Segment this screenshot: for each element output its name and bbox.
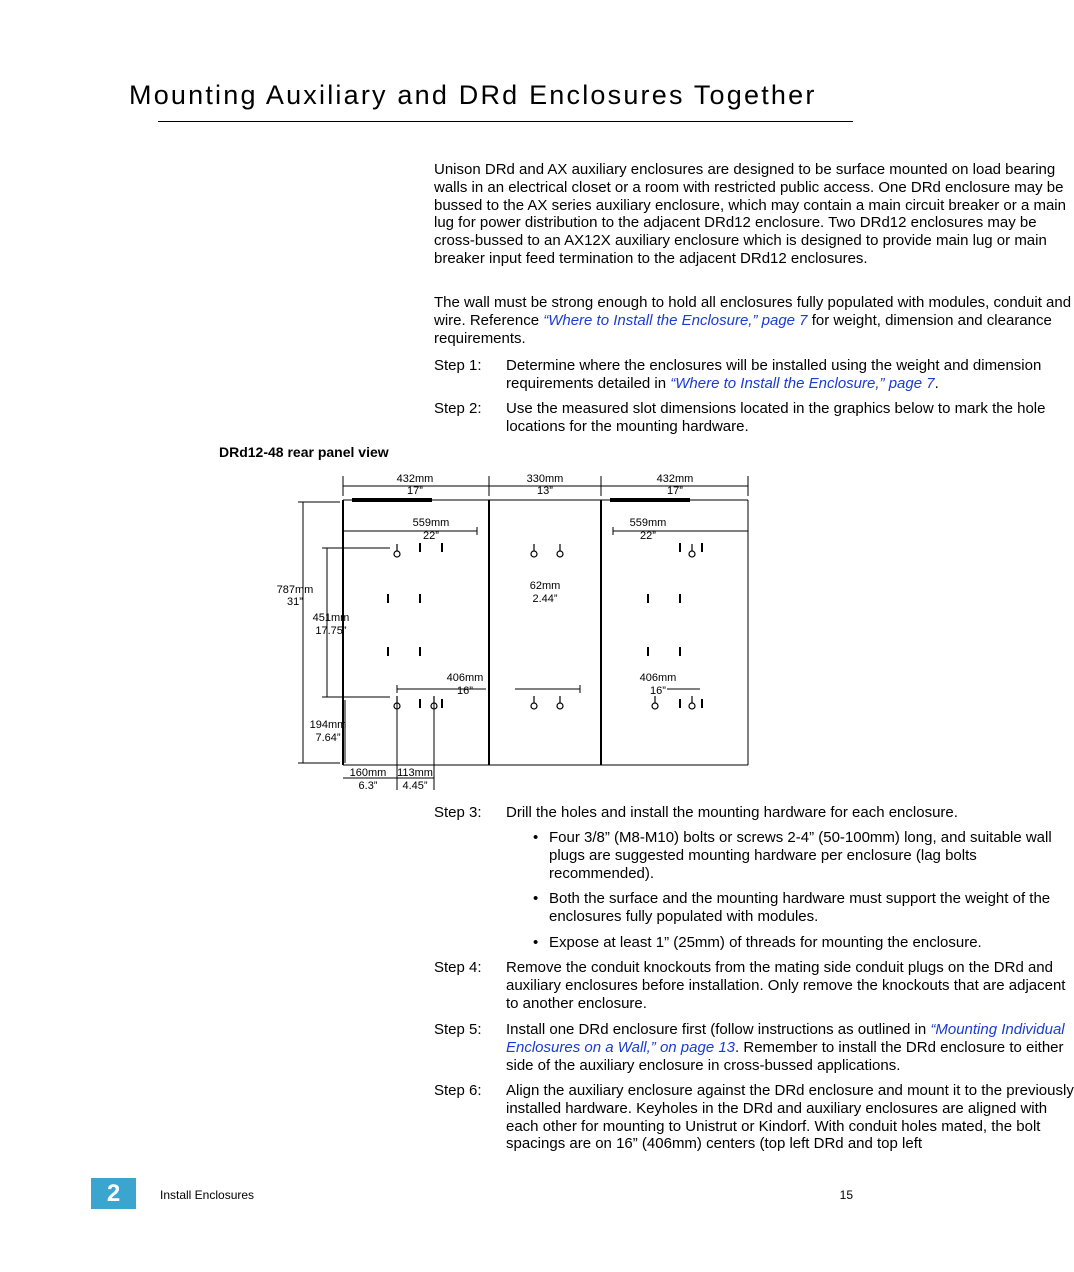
label-width-left-in: 17” [407, 485, 423, 497]
bullet-dot: • [533, 829, 539, 846]
label-width-mid-in: 13” [537, 485, 553, 497]
intro-paragraph-1: Unison DRd and AX auxiliary enclosures are designed to be surface mounted on load bearing walls in an electrical closet or a room with restricted public access. One DRd enclosure may be bussed to the AX series auxiliary enclosure, which may contain a main circuit breaker or a main lug for power distribution to the adjacent DRd12 enclosure. Two DRd12 enclosures may be cross-bussed to an AX12X auxiliary enclosure which is designed to provide main lug or main breaker input feed termination to the adjacent DRd12 enclosures. [434, 161, 1066, 267]
step-1-label: Step 1: [434, 357, 482, 374]
step-2-label: Step 2: [434, 400, 482, 417]
label-spacing-left-mm: 406mm [446, 672, 484, 684]
label-mid-mm: 62mm [529, 580, 561, 592]
keyhole-icon [689, 544, 695, 557]
page-number: 15 [839, 1188, 853, 1202]
label-slot-left-mm: 559mm [412, 517, 450, 529]
step-3-label: Step 3: [434, 804, 482, 821]
label-height-mid-mm: 451mm [312, 612, 350, 624]
keyhole-icon [531, 696, 537, 709]
label-spacing-left-in: 16” [457, 685, 473, 697]
figure-title: DRd12-48 rear panel view [219, 444, 389, 460]
link-where-to-install[interactable]: “Where to Install the Enclosure,” page 7 [543, 311, 808, 329]
label-width-left-mm: 432mm [396, 473, 434, 485]
label-slot-right-mm: 559mm [629, 517, 667, 529]
step-4-label: Step 4: [434, 959, 482, 976]
label-height-bottom-in: 7.64” [315, 732, 341, 744]
keyhole-icon [394, 544, 400, 557]
keyhole-icon [652, 696, 658, 709]
step-4-text: Remove the conduit knockouts from the mating side conduit plugs on the DRd and auxiliary enclosures before installation. Only remove the knockouts that are adjacent to another enclosure. [506, 959, 1066, 1012]
keyhole-icon [689, 696, 695, 709]
label-mid-in: 2.44” [532, 593, 558, 605]
step-6-label: Step 6: [434, 1082, 482, 1099]
footer-section: Install Enclosures [160, 1188, 255, 1202]
link-where-to-install-2[interactable]: “Where to Install the Enclosure,” page 7 [670, 374, 935, 392]
label-height-total-mm: 787mm [276, 584, 314, 596]
label-width-right-in: 17” [667, 485, 683, 497]
keyhole-icon [531, 544, 537, 557]
page-title: Mounting Auxiliary and DRd Enclosures Together [129, 80, 817, 110]
label-spacing-right-in: 16” [650, 685, 666, 697]
label-width-right-mm: 432mm [656, 473, 694, 485]
label-width-mid-mm: 330mm [526, 473, 564, 485]
step-5-text: Install one DRd enclosure first (follow instructions as outlined in “Mounting Individual Enclosures on a Wall,” on page 13. Remember to install the DRd enclosure to either side of the auxiliary enclosure in cross-bussed applications. [506, 1021, 1065, 1074]
label-slot-left-in: 22” [423, 530, 439, 542]
bullet-dot: • [533, 934, 539, 951]
step-6-text: Align the auxiliary enclosure against the DRd enclosure and mount it to the previously installed hardware. Keyholes in the DRd and auxiliary enclosures are aligned with each other for mounting to Unistrut or Kindorf. With conduit holes mated, the bolt spacings are on 16” (406mm) centers (top left DRd and top left [506, 1082, 1074, 1153]
chapter-badge: 2 [91, 1178, 136, 1209]
step-5-label: Step 5: [434, 1021, 482, 1038]
keyhole-icon [557, 544, 563, 557]
label-offset-2-in: 4.45” [402, 780, 428, 792]
intro-paragraph-2: The wall must be strong enough to hold all enclosures fully populated with modules, conduit and wire. Reference “Where to Install the Enclosure,” page 7 for weight, dimension and clearance requirements. [434, 294, 1072, 347]
step-3-text: Drill the holes and install the mounting hardware for each enclosure. [506, 804, 958, 821]
step-2-text: Use the measured slot dimensions located in the graphics below to mark the hole locations for the mounting hardware. [506, 400, 1046, 435]
step-1-text: Determine where the enclosures will be installed using the weight and dimension requirements detailed in “Where to Install the Enclosure,” page 7. [506, 357, 1042, 392]
label-height-total-in: 31” [287, 596, 303, 608]
bullet-1-text: Four 3/8” (M8-M10) bolts or screws 2-4” (50-100mm) long, and suitable wall plugs are suggested mounting hardware per enclosure (lag bolts recommended). [549, 829, 1052, 882]
link-mounting-individual[interactable]: “Mounting Individual Enclosures on a Wall,” on page 13 [506, 1021, 1065, 1056]
bullet-3-text: Expose at least 1” (25mm) of threads for mounting the enclosure. [549, 934, 982, 951]
bullet-2-text: Both the surface and the mounting hardware must support the weight of the enclosures fully populated with modules. [549, 890, 1051, 925]
label-offset-1-mm: 160mm [349, 767, 387, 779]
label-height-mid-in: 17.75” [315, 625, 347, 637]
label-offset-1-in: 6.3” [358, 780, 378, 792]
label-height-bottom-mm: 194mm [309, 719, 347, 731]
label-spacing-right-mm: 406mm [639, 672, 677, 684]
keyhole-icon [557, 696, 563, 709]
label-offset-2-mm: 113mm [397, 767, 433, 779]
bullet-dot: • [533, 890, 539, 907]
label-slot-right-in: 22” [640, 530, 656, 542]
